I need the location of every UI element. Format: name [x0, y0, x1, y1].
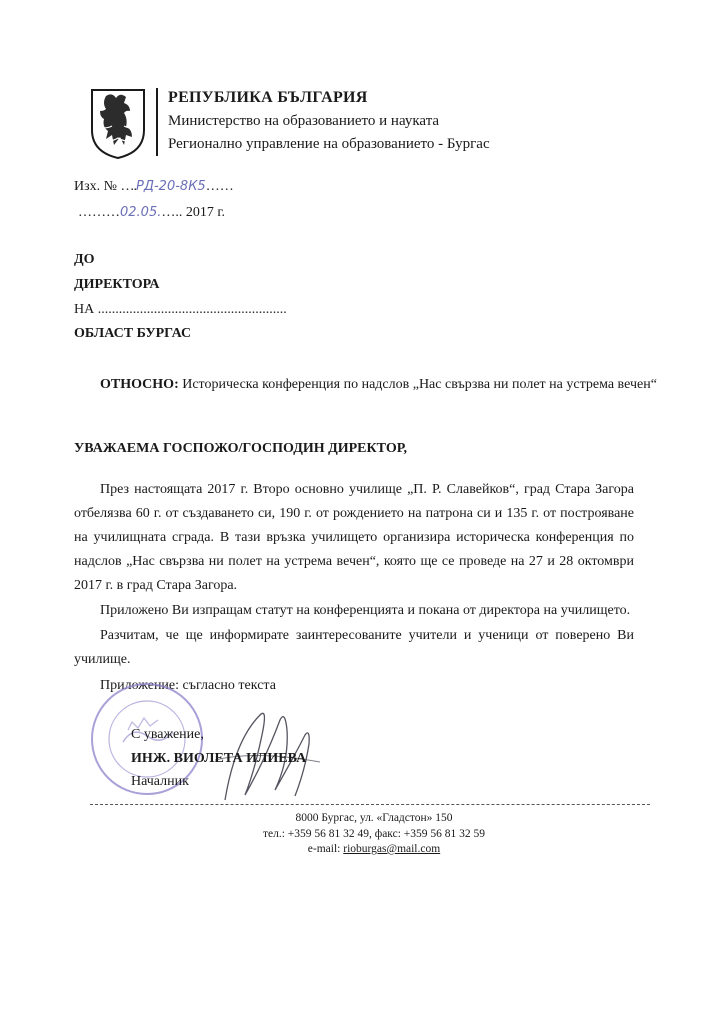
addressee-school-dots: ...................................................... — [97, 302, 287, 317]
handwritten-number: РД-20-8К5 — [136, 179, 206, 194]
addressee-director: ДИРЕКТОРА — [74, 277, 160, 292]
header-country: РЕПУБЛИКА БЪЛГАРИЯ — [168, 89, 368, 106]
footer-email-line — [12, 843, 724, 855]
bulgarian-coat-of-arms-icon — [84, 86, 152, 160]
handwritten-date: 02.05. — [120, 205, 162, 220]
subject-text: Историческа конференция по надслов „Нас свързва ни полет на устрема вечен“ — [182, 377, 657, 392]
outgoing-number-trailing: …… — [205, 179, 234, 194]
outgoing-date-leading: ……… — [78, 205, 120, 220]
outgoing-number: Изх. № ….РД-20-8К5…… — [74, 179, 234, 194]
footer-email-label: e-mail: — [307, 843, 341, 855]
subject-line — [100, 377, 657, 393]
outgoing-number-label: Изх. № — [74, 179, 117, 194]
salutation: УВАЖАЕМА ГОСПОЖО/ГОСПОДИН ДИРЕКТОР, — [74, 441, 408, 456]
addressee-school-label: НА — [74, 302, 95, 317]
header-divider — [156, 88, 158, 156]
addressee-region: ОБЛАСТ БУРГАС — [74, 326, 192, 341]
closing-regards: С уважение, — [131, 727, 204, 742]
header-ministry: Министерство на образованието и науката — [168, 113, 440, 129]
body-paragraph-2: Приложено Ви изпращам статут на конференцията и покана от директора на училището. — [100, 603, 631, 618]
body-paragraph-1: През настоящата 2017 г. Второ основно училище „П. Р. Славейков“, град Стара Загора отбелязва 60 г. от създаването си, 190 г. от рождението на патрона си и 135 г. от построяване на училищната сграда. В тази връзка училището организира историческа конференция по надслов „Нас свързва ни полет на устрема вечен“, която ще се проведе на 27 и 28 октомври 2017 г. в град Стара Загора. — [74, 482, 634, 593]
attachment-note: Приложение: съгласно текста — [100, 678, 276, 693]
header-regional-office: Регионално управление на образованието - Бургас — [168, 136, 490, 152]
signatory-title: Началник — [131, 774, 189, 789]
addressee-school-line — [74, 302, 287, 318]
subject-label: ОТНОСНО: — [100, 377, 179, 392]
outgoing-date-suffix: ….. 2017 г. — [161, 205, 226, 220]
addressee-to: ДО — [74, 252, 95, 267]
body-paragraph-3: Разчитам, че ще информирате заинтересованите учители и ученици от поверено Ви училище. — [74, 628, 634, 667]
outgoing-date — [78, 205, 225, 221]
footer-divider — [90, 804, 650, 805]
footer-email-link[interactable]: rioburgas@mail.com — [343, 843, 441, 855]
footer-phone: тел.: +359 56 81 32 49, факс: +359 56 81 32 59 — [262, 828, 486, 840]
footer-address: 8000 Бургас, ул. «Гладстон» 150 — [295, 812, 453, 824]
signatory-name: ИНЖ. ВИОЛЕТА ИЛИЕВА — [131, 751, 307, 766]
